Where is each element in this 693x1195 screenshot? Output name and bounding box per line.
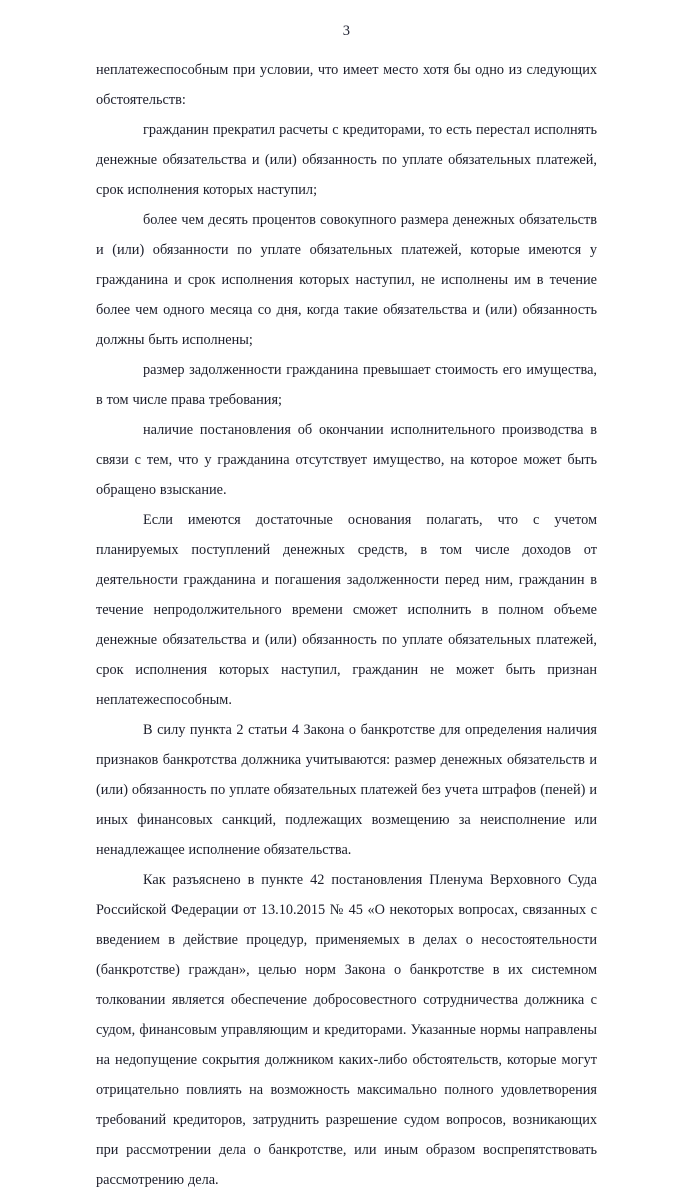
page-number: 3 [342, 23, 351, 39]
paragraph-condition-enforcement-termination: наличие постановления об окончании исполнительного производства в связи с тем, что у гражданина отсутствует имущество, на которое может быть обращено взыскание. [96, 422, 597, 498]
paragraph-condition-ten-percent: более чем десять процентов совокупного размера денежных обязательств и (или) обязанности по уплате обязательных платежей, которые имеются у гражданина и срок исполнения которых наступил, не исполнены им в течение более чем одного месяца со дня, когда такие обязательства и (или) обязанность должны быть исполнены; [96, 212, 597, 348]
paragraph-article-4-clause-2: В силу пункта 2 статьи 4 Закона о банкротстве для определения наличия признаков банкротства должника учитываются: размер денежных обязательств и (или) обязанность по уплате обязательных платежей без учета штрафов (пеней) и иных финансовых санкций, подлежащих возмещению за неисполнение или ненадлежащее исполнение обязательства. [96, 722, 597, 858]
paragraph-condition-settlements: гражданин прекратил расчеты с кредиторами, то есть перестал исполнять денежные обязательства и (или) обязанность по уплате обязательных платежей, срок исполнения которых наступил; [96, 122, 597, 198]
paragraph-sufficient-grounds: Если имеются достаточные основания полагать, что с учетом планируемых поступлений денежных средств, в том числе доходов от деятельности гражданина и погашения задолженности перед ним, гражданин в течение непродолжительного времени сможет исполнить в полном объеме денежные обязательства и (или) обязанность по уплате обязательных платежей, срок исполнения которых наступил, гражданин не может быть признан неплатежеспособным. [96, 512, 597, 708]
paragraph-insolvency-conditions: неплатежеспособным при условии, что имеет место хотя бы одно из следующих обстоятельств: [96, 62, 597, 108]
paragraph-condition-debt-exceeds-property: размер задолженности гражданина превышает стоимость его имущества, в том числе права требования; [96, 362, 597, 408]
paragraph-plenum-ruling-42: Как разъяснено в пункте 42 постановления Пленума Верховного Суда Российской Федерации от 13.10.2015 № 45 «О некоторых вопросах, связанных с введением в действие процедур, применяемых в делах о несостоятельности (банкротстве) граждан», целью норм Закона о банкротстве в их системном толковании является обеспечение добросовестного сотрудничества должника с судом, финансовым управляющим и кредиторами. Указанные нормы направлены на недопущение сокрытия должником каких-либо обстоятельств, которые могут отрицательно повлиять на возможность максимально полного удовлетворения требований кредиторов, затруднить разрешение судом вопросов, возникающих при рассмотрении дела о банкротстве, или иным образом воспрепятствовать рассмотрению дела. [96, 872, 597, 1188]
document-body [96, 55, 597, 1195]
